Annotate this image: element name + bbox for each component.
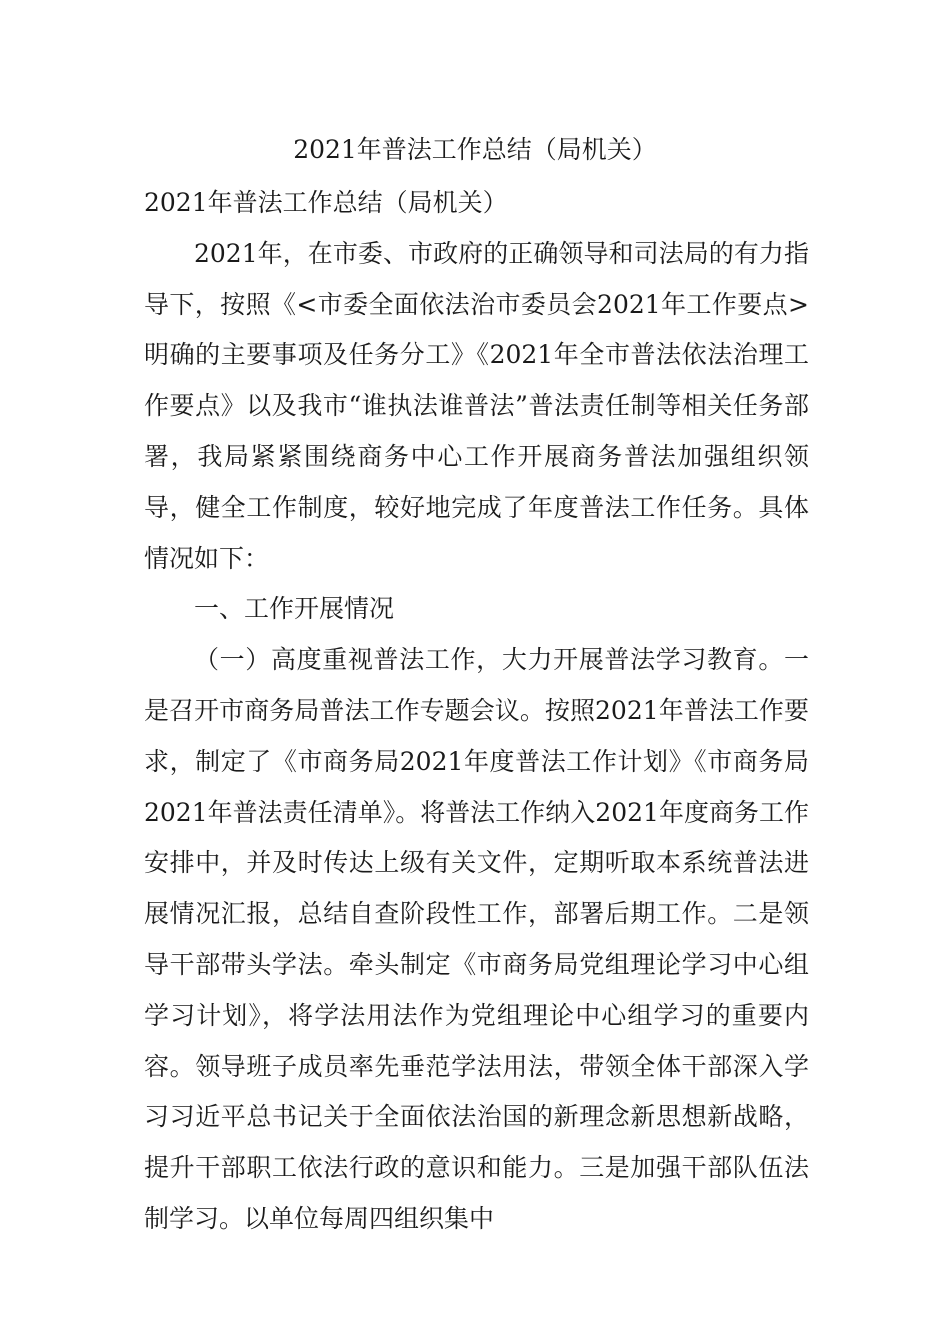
paragraph-intro: 2021年，在市委、市政府的正确领导和司法局的有力指导下，按照《<市委全面依法治市委员会2021年工作要点>明确的主要事项及任务分工》《2021年全市普法依法治理工作要点》以及我市“谁执法谁普法”普法责任制等相关任务部署，我局紧紧围绕商务中心工作开展商务普法加强组织领导，健全工作制度，较好地完成了年度普法工作任务。具体情况如下： (144, 238, 809, 573)
section-heading-1: 一、工作开展情况 (194, 594, 395, 624)
document-body (144, 178, 809, 1245)
document-title: 2021年普法工作总结（局机关） (293, 135, 657, 164)
document-subtitle: 2021年普法工作总结（局机关） (144, 188, 508, 217)
paragraph-section-1-1: （一）高度重视普法工作，大力开展普法学习教育。一是召开市商务局普法工作专题会议。按照2021年普法工作要求，制定了《市商务局2021年度普法工作计划》《市商务局2021年普法责任清单》。将普法工作纳入2021年度商务工作安排中，并及时传达上级有关文件，定期听取本系统普法进展情况汇报，总结自查阶段性工作，部署后期工作。二是领导干部带头学法。牵头制定《市商务局党组理论学习中心组学习计划》，将学法用法作为党组理论中心组学习的重要内容。领导班子成员率先垂范学法用法，带领全体干部深入学习习近平总书记关于全面依法治国的新理念新思想新战略，提升干部职工依法行政的意识和能力。三是加强干部队伍法制学习。以单位每周四组织集中 (144, 645, 809, 1233)
